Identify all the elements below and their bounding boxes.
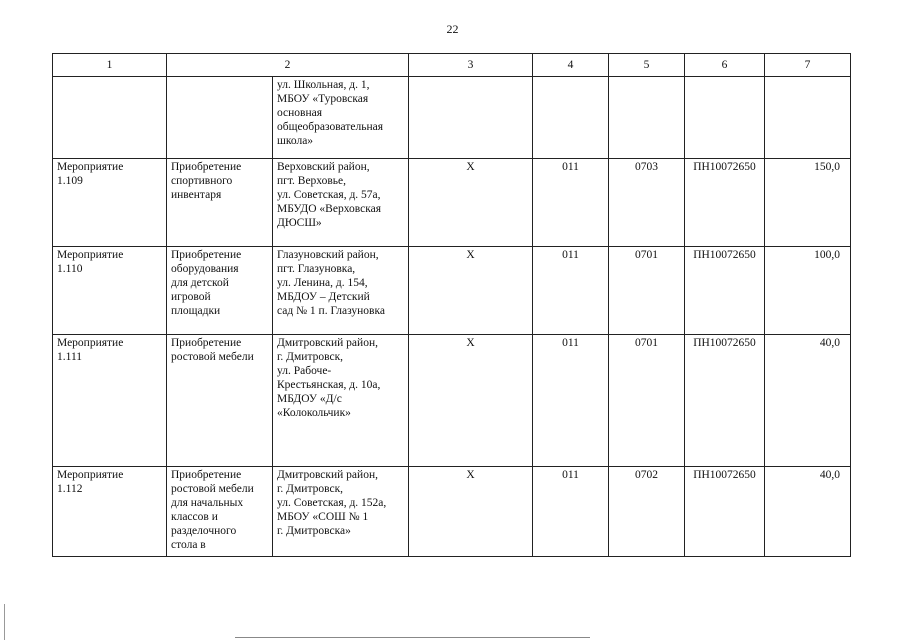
cell-col7: 40,0 (765, 335, 851, 467)
cell-col4: 011 (533, 467, 609, 557)
cell-col6: ПН10072650 (685, 467, 765, 557)
cell-col5 (609, 77, 685, 159)
cell-id (53, 77, 167, 159)
cell-id: Мероприятие 1.111 (53, 335, 167, 467)
scan-edge-mark (4, 604, 5, 640)
cell-name (167, 77, 273, 159)
cell-col7 (765, 77, 851, 159)
table-row (53, 467, 851, 557)
cell-id: Мероприятие 1.112 (53, 467, 167, 557)
cell-col4: 011 (533, 159, 609, 247)
cell-col5: 0702 (609, 467, 685, 557)
cell-col6: ПН10072650 (685, 335, 765, 467)
cell-col3: X (409, 247, 533, 335)
cell-name: Приобретение ростовой мебели (167, 335, 273, 467)
header-cell-2: 2 (167, 54, 409, 77)
header-cell-1: 1 (53, 54, 167, 77)
cell-col5: 0701 (609, 247, 685, 335)
cell-col3: X (409, 335, 533, 467)
cell-col5: 0703 (609, 159, 685, 247)
cell-col4: 011 (533, 247, 609, 335)
cell-address: Дмитровский район, г. Дмитровск, ул. Рабоче- Крестьянская, д. 10а, МБДОУ «Д/с «Колокольчик» (273, 335, 409, 467)
table-row (53, 77, 851, 159)
header-cell-6: 6 (685, 54, 765, 77)
cell-name: Приобретение спортивного инвентаря (167, 159, 273, 247)
cell-id: Мероприятие 1.109 (53, 159, 167, 247)
cell-address: ул. Школьная, д. 1, МБОУ «Туровская основная общеобразовательная школа» (273, 77, 409, 159)
cell-address: Верховский район, пгт. Верховье, ул. Советская, д. 57а, МБУДО «Верховская ДЮСШ» (273, 159, 409, 247)
header-cell-7: 7 (765, 54, 851, 77)
cell-name: Приобретение ростовой мебели для начальных классов и разделочного стола в (167, 467, 273, 557)
cell-col3: X (409, 467, 533, 557)
cell-col6 (685, 77, 765, 159)
cell-address: Глазуновский район, пгт. Глазуновка, ул. Ленина, д. 154, МБДОУ – Детский сад № 1 п. Глазуновка (273, 247, 409, 335)
table-row (53, 335, 851, 467)
cell-col4: 011 (533, 335, 609, 467)
footer-line (235, 637, 590, 638)
table-row (53, 159, 851, 247)
cell-id: Мероприятие 1.110 (53, 247, 167, 335)
header-row (53, 54, 851, 77)
cell-col6: ПН10072650 (685, 247, 765, 335)
cell-col3: X (409, 159, 533, 247)
cell-col7: 150,0 (765, 159, 851, 247)
cell-col7: 100,0 (765, 247, 851, 335)
cell-col4 (533, 77, 609, 159)
budget-table (52, 53, 851, 557)
cell-col5: 0701 (609, 335, 685, 467)
table-row (53, 247, 851, 335)
cell-col3 (409, 77, 533, 159)
cell-name: Приобретение оборудования для детской игровой площадки (167, 247, 273, 335)
page-number: 22 (446, 22, 459, 36)
cell-col7: 40,0 (765, 467, 851, 557)
header-cell-3: 3 (409, 54, 533, 77)
header-cell-5: 5 (609, 54, 685, 77)
cell-address: Дмитровский район, г. Дмитровск, ул. Советская, д. 152а, МБОУ «СОШ № 1 г. Дмитровска» (273, 467, 409, 557)
cell-col6: ПН10072650 (685, 159, 765, 247)
header-cell-4: 4 (533, 54, 609, 77)
